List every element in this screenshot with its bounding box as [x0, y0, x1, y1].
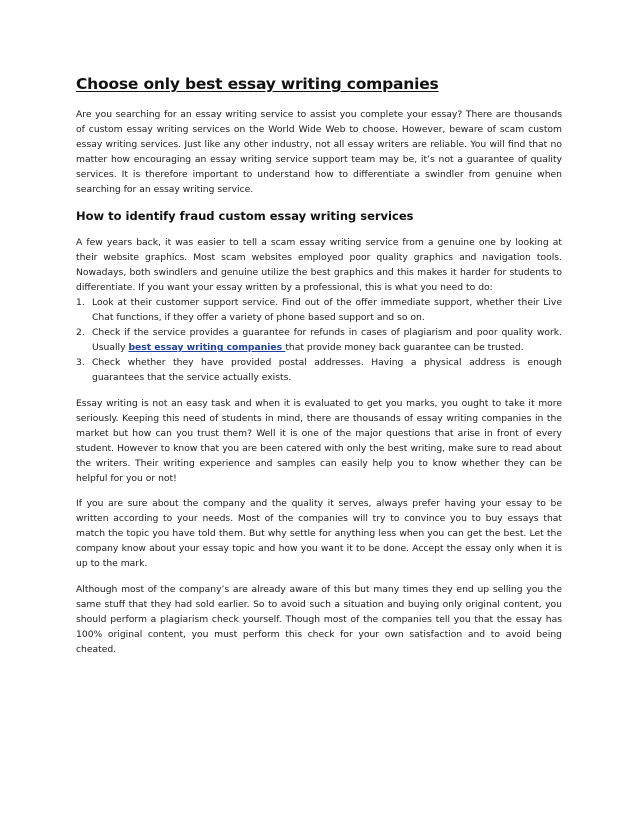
section-intro-paragraph: A few years back, it was easier to tell a scam essay writing service from a genuine one by looking at their website graphics. Most scam websites employed poor quality graphics and navigation tools. Nowadays, both swindlers and genuine utilize the best graphics and this makes it harder for students to differentiate. If you want your essay written by a professional, this is what you need to do: [76, 236, 562, 293]
steps-list [76, 295, 562, 386]
body-paragraph-3: Although most of the company’s are already aware of this but many times they end up selling you the same stuff that they had sold earlier. So to avoid such a situation and buying only original content, you should perform a plagiarism check yourself. Though most of the companies tell you that the essay has 100% original content, you must perform this check for your own satisfaction and to avoid being cheated. [76, 583, 562, 655]
list-item [76, 325, 562, 355]
list-item-text-after: that provide money back guarantee can be trusted. [285, 342, 524, 354]
list-item-text-before: Check if the service provides a guarantee for refunds in cases of plagiarism and poor quality work. Usually [92, 327, 562, 354]
document-title: Choose only best essay writing companies [76, 75, 439, 93]
list-item-text: Check whether they have provided postal addresses. Having a physical address is enough guarantees that the service actually exists. [92, 357, 562, 384]
intro-paragraph: Are you searching for an essay writing service to assist you complete your essay? There are thousands of custom essay writing services on the World Wide Web to choose. However, beware of scam custom essay writing services. Just like any other industry, not all essay writers are reliable. You will find that no matter how encouraging an essay writing service support team may be, it’s not a guarantee of quality services. It is therefore important to understand how to differentiate a swindler from genuine when searching for an essay writing service. [76, 109, 562, 196]
list-item-text: Look at their customer support service. Find out of the offer immediate support, whether their Live Chat functions, if they offer a variety of phone based support and so on. [92, 296, 562, 324]
list-item-number: 3. [76, 357, 85, 369]
list-item-number: 1. [76, 296, 85, 308]
best-essay-writing-companies-link[interactable]: best essay writing companies [128, 342, 286, 354]
section-heading: How to identify fraud custom essay writing services [76, 208, 414, 223]
list-item [76, 355, 562, 385]
document-page [76, 74, 562, 657]
body-paragraph-2: If you are sure about the company and the quality it serves, always prefer having your essay to be written according to your needs. Most of the companies will try to convince you to buy essays that match the topic you have told them. But why settle for anything less when you can get the best. Let the company know about your essay topic and how you want it to be done. Accept the essay only when it is up to the mark. [76, 498, 562, 570]
body-paragraph-1: Essay writing is not an easy task and when it is evaluated to get you marks, you ought to take it more seriously. Keeping this need of students in mind, there are thousands of essay writing companies in the market but how can you trust them? Well it is one of the major questions that arise in front of every student. However to know that you are been catered with only the best writing, make sure to read about the writers. Their writing experience and samples can easily help you to know whether they can be helpful for you or not! [76, 397, 562, 484]
list-item [76, 295, 562, 325]
list-item-number: 2. [76, 327, 85, 339]
